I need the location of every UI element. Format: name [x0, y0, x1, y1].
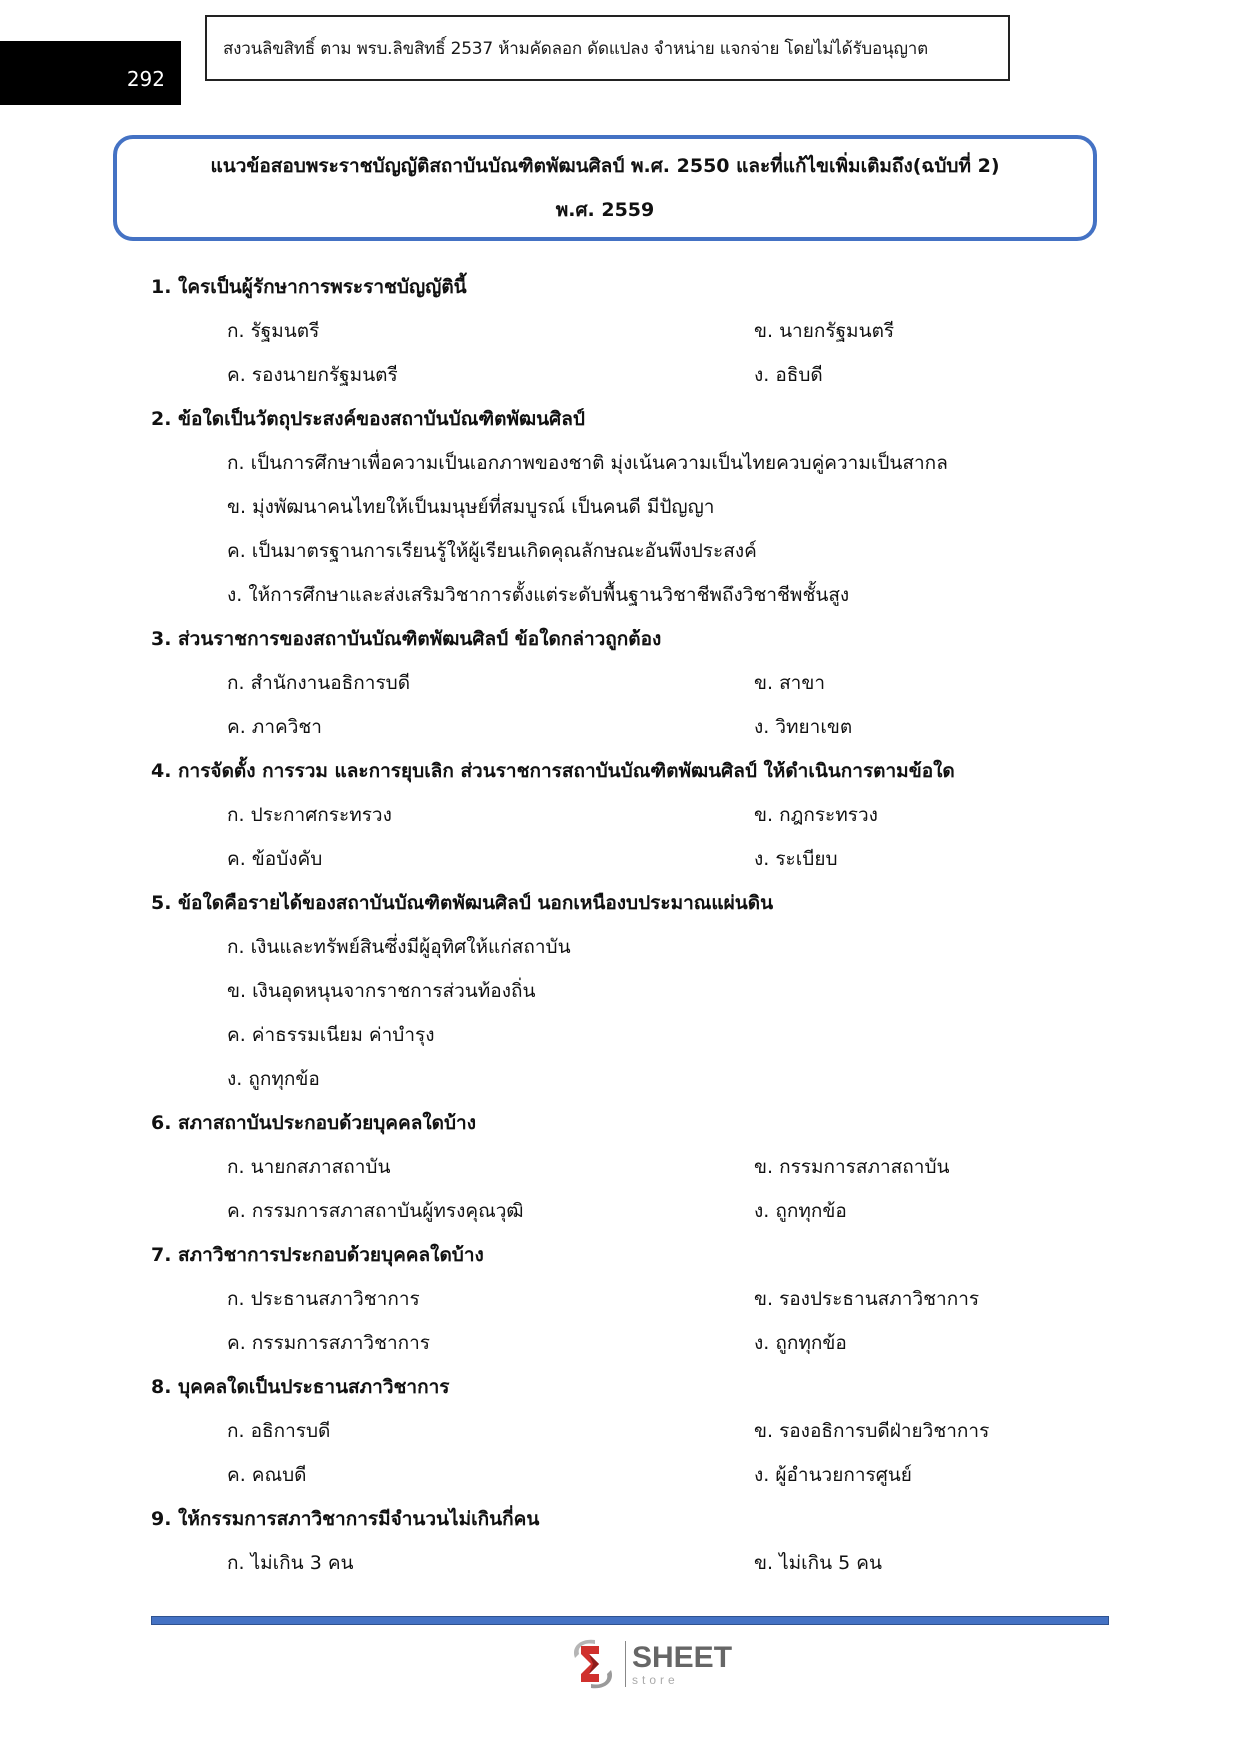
option-group [227, 661, 1101, 749]
option-group [227, 441, 1101, 617]
question-5 [151, 881, 1101, 1101]
option-b: ข. นายกรัฐมนตรี [754, 320, 895, 342]
option-group [227, 793, 1101, 881]
option-a: ก. ประกาศกระทรวง [227, 804, 392, 826]
option-a: ก. เงินและทรัพย์สินซึ่งมีผู้อุทิศให้แก่สถาบัน [227, 936, 571, 958]
option-b: ข. มุ่งพัฒนาคนไทยให้เป็นมนุษย์ที่สมบูรณ์ เป็นคนดี มีปัญญา [227, 496, 715, 518]
question-title: 3. ส่วนราชการของสถาบันบัณฑิตพัฒนศิลป์ ข้อใดกล่าวถูกต้อง [151, 628, 662, 650]
option-group [227, 1541, 1101, 1585]
option-c: ค. ค่าธรรมเนียม ค่าบำรุง [227, 1024, 435, 1046]
option-a: ก. อธิการบดี [227, 1420, 331, 1442]
option-group [227, 1277, 1101, 1365]
option-c: ค. กรรมการสภาสถาบันผู้ทรงคุณวุฒิ [227, 1200, 524, 1222]
footer-divider-bar [151, 1616, 1109, 1625]
question-title: 9. ให้กรรมการสภาวิชาการมีจำนวนไม่เกินกี่คน [151, 1508, 540, 1530]
option-d: ง. อธิบดี [754, 364, 823, 386]
option-a: ก. เป็นการศึกษาเพื่อความเป็นเอกภาพของชาติ มุ่งเน้นความเป็นไทยควบคู่ความเป็นสากล [227, 452, 948, 474]
option-group [227, 309, 1101, 397]
option-group [227, 925, 1101, 1101]
logo-main-text: SHEET [632, 1640, 733, 1674]
question-list [151, 265, 1101, 1585]
logo-divider [625, 1641, 626, 1687]
logo-sub-text: store [632, 1672, 679, 1687]
option-b: ข. ไม่เกิน 5 คน [754, 1552, 882, 1574]
option-c: ค. รองนายกรัฐมนตรี [227, 364, 398, 386]
option-b: ข. กรรมการสภาสถาบัน [754, 1156, 950, 1178]
question-title: 7. สภาวิชาการประกอบด้วยบุคคลใดบ้าง [151, 1244, 484, 1266]
document-title-line2: พ.ศ. 2559 [555, 199, 655, 221]
option-a: ก. รัฐมนตรี [227, 320, 320, 342]
copyright-notice-box [205, 15, 1010, 81]
option-d: ง. ให้การศึกษาและส่งเสริมวิชาการตั้งแต่ระดับพื้นฐานวิชาชีพถึงวิชาชีพชั้นสูง [227, 584, 850, 606]
s-logo-icon [565, 1636, 621, 1692]
option-d: ง. ถูกทุกข้อ [227, 1068, 320, 1090]
option-a: ก. สำนักงานอธิการบดี [227, 672, 411, 694]
option-b: ข. รองประธานสภาวิชาการ [754, 1288, 980, 1310]
question-title: 2. ข้อใดเป็นวัตถุประสงค์ของสถาบันบัณฑิตพัฒนศิลป์ [151, 408, 585, 430]
option-b: ข. รองอธิการบดีฝ่ายวิชาการ [754, 1420, 990, 1442]
option-c: ค. เป็นมาตรฐานการเรียนรู้ให้ผู้เรียนเกิดคุณลักษณะอันพึงประสงค์ [227, 540, 757, 562]
option-d: ง. วิทยาเขต [754, 716, 853, 738]
question-title: 5. ข้อใดคือรายได้ของสถาบันบัณฑิตพัฒนศิลป์ นอกเหนืองบประมาณแผ่นดิน [151, 892, 774, 914]
question-title: 6. สภาสถาบันประกอบด้วยบุคคลใดบ้าง [151, 1112, 476, 1134]
question-9 [151, 1497, 1101, 1585]
option-a: ก. ไม่เกิน 3 คน [227, 1552, 354, 1574]
document-title-box [113, 135, 1097, 241]
option-c: ค. คณบดี [227, 1464, 307, 1486]
option-a: ก. นายกสภาสถาบัน [227, 1156, 391, 1178]
question-2 [151, 397, 1101, 617]
option-d: ง. ถูกทุกข้อ [754, 1332, 847, 1354]
option-d: ง. ระเบียบ [754, 848, 838, 870]
question-1 [151, 265, 1101, 397]
question-7 [151, 1233, 1101, 1365]
page-number: 292 [126, 67, 165, 91]
question-4 [151, 749, 1101, 881]
option-b: ข. กฎกระทรวง [754, 804, 878, 826]
question-3 [151, 617, 1101, 749]
copyright-notice: สงวนลิขสิทธิ์ ตาม พรบ.ลิขสิทธิ์ 2537 ห้ามคัดลอก ดัดแปลง จำหน่าย แจกจ่าย โดยไม่ได้รับอนุญาต [223, 38, 928, 59]
option-group [227, 1409, 1101, 1497]
option-d: ง. ถูกทุกข้อ [754, 1200, 847, 1222]
option-b: ข. เงินอุดหนุนจากราชการส่วนท้องถิ่น [227, 980, 536, 1002]
sheet-store-logo [565, 1636, 732, 1692]
logo-text [632, 1640, 733, 1687]
option-c: ค. ข้อบังคับ [227, 848, 323, 870]
question-8 [151, 1365, 1101, 1497]
document-title-line1: แนวข้อสอบพระราชบัญญัติสถาบันบัณฑิตพัฒนศิลป์ พ.ศ. 2550 และที่แก้ไขเพิ่มเติมถึง(ฉบับที่ 2) [210, 155, 1000, 177]
option-c: ค. กรรมการสภาวิชาการ [227, 1332, 431, 1354]
option-group [227, 1145, 1101, 1233]
option-d: ง. ผู้อำนวยการศูนย์ [754, 1464, 912, 1486]
question-title: 1. ใครเป็นผู้รักษาการพระราชบัญญัตินี้ [151, 276, 467, 298]
question-6 [151, 1101, 1101, 1233]
option-a: ก. ประธานสภาวิชาการ [227, 1288, 420, 1310]
option-c: ค. ภาควิชา [227, 716, 322, 738]
page-number-block [0, 41, 181, 105]
question-title: 8. บุคคลใดเป็นประธานสภาวิชาการ [151, 1376, 450, 1398]
question-title: 4. การจัดตั้ง การรวม และการยุบเลิก ส่วนราชการสถาบันบัณฑิตพัฒนศิลป์ ให้ดำเนินการตามข้อใด [151, 760, 955, 782]
option-b: ข. สาขา [754, 672, 825, 694]
